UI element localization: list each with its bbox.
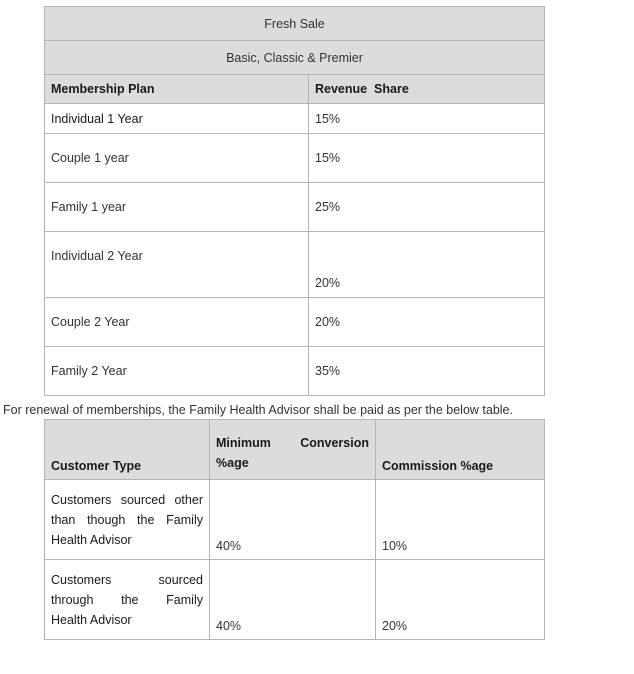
min-conversion-cell: 40%	[210, 560, 376, 640]
customer-type-cell	[45, 560, 210, 640]
customer-type-header: Customer Type	[45, 420, 210, 480]
word: other	[174, 492, 203, 507]
customer-type-cell	[45, 480, 210, 560]
word: Customers	[51, 572, 112, 587]
share-cell: 25%	[309, 183, 545, 232]
share-cell: 15%	[309, 134, 545, 183]
table-subtitle: Basic, Classic & Premier	[45, 41, 545, 75]
renewal-commission-table	[44, 419, 545, 640]
revenue-share-header: Revenue Share	[309, 75, 545, 104]
plan-cell: Couple 2 Year	[45, 298, 309, 347]
word: though	[87, 512, 126, 527]
word: sourced	[158, 572, 203, 587]
min-conversion-word2: Conversion	[300, 436, 369, 450]
share-cell: 35%	[309, 347, 545, 396]
word: Family	[166, 512, 203, 527]
plan-cell: Family 1 year	[45, 183, 309, 232]
table-row	[45, 560, 545, 640]
word: the	[137, 512, 155, 527]
commission-cell: 10%	[376, 480, 545, 560]
table-row	[45, 232, 545, 298]
min-conversion-line2: %age	[216, 456, 249, 470]
share-cell: 20%	[309, 232, 545, 298]
share-cell: 20%	[309, 298, 545, 347]
min-conversion-cell: 40%	[210, 480, 376, 560]
commission-cell: 20%	[376, 560, 545, 640]
plan-cell: Family 2 Year	[45, 347, 309, 396]
table-row	[45, 480, 545, 560]
commission-header: Commission %age	[376, 420, 545, 480]
word: than	[51, 512, 76, 527]
membership-plan-header: Membership Plan	[45, 75, 309, 104]
word: Customers	[51, 492, 112, 507]
min-conversion-word1: Minimum	[216, 436, 271, 450]
table-row	[45, 347, 545, 396]
fresh-sale-table	[44, 6, 545, 396]
plan-cell: Individual 2 Year	[45, 232, 309, 298]
plan-cell: Individual 1 Year	[45, 104, 309, 134]
word: sourced	[120, 492, 166, 507]
word: the	[121, 592, 139, 607]
table-title: Fresh Sale	[45, 7, 545, 41]
table-row	[45, 298, 545, 347]
word: Family	[166, 592, 203, 607]
renewal-note: For renewal of memberships, the Family Health Advisor shall be paid as per the below table.	[3, 403, 513, 417]
word: Health Advisor	[51, 532, 132, 547]
min-conversion-header	[210, 420, 376, 480]
share-cell: 15%	[309, 104, 545, 134]
table-row	[45, 183, 545, 232]
plan-cell: Couple 1 year	[45, 134, 309, 183]
word: Health Advisor	[51, 612, 132, 627]
table-row	[45, 134, 545, 183]
word: through	[51, 592, 94, 607]
table-row	[45, 104, 545, 134]
